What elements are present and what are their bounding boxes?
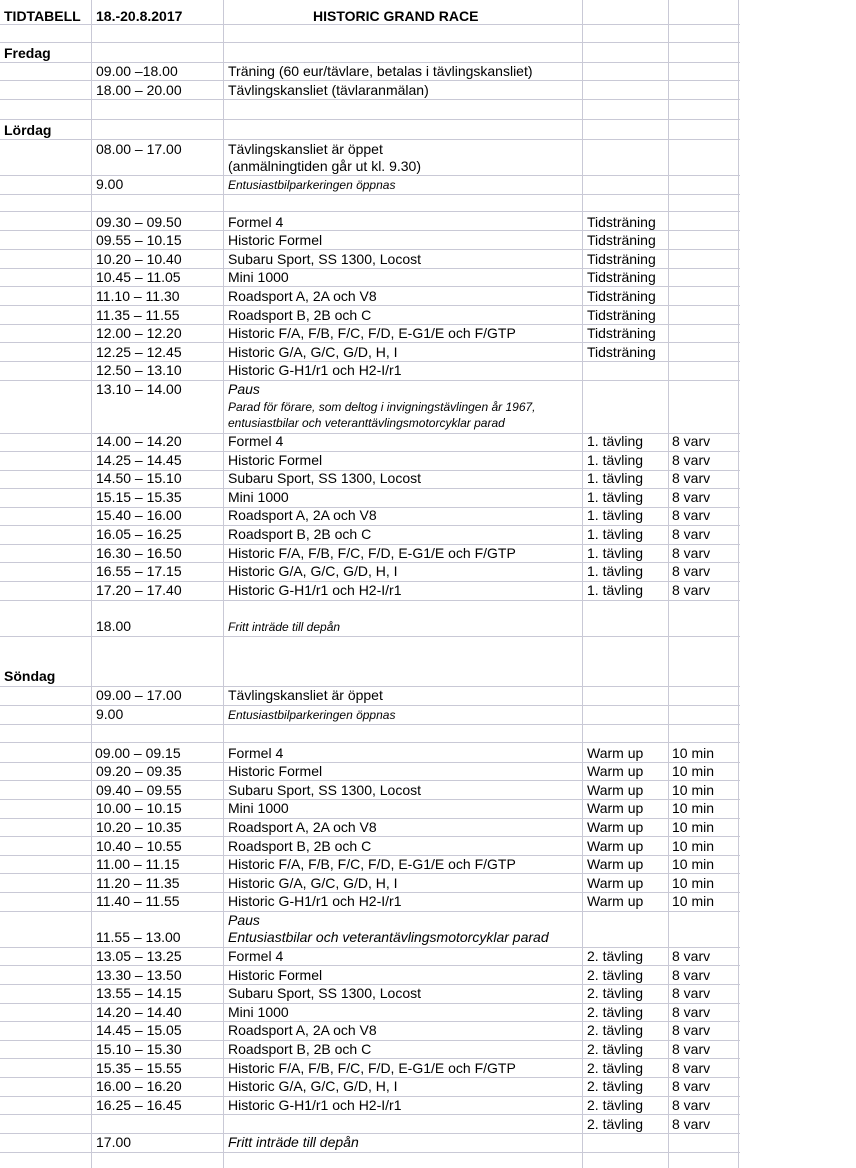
laps-cell: 10 min [672,745,715,761]
event-cell: Tävlingskansliet är öppet [228,141,383,157]
time-cell: 10.40 – 10.55 [96,838,182,854]
session-cell: 2. tävling [587,985,644,1001]
event-cell: Roadsport A, 2A och V8 [228,288,377,304]
event-note: Entusiastbilar och veterantävlingsmotorcyklar parad [228,929,549,945]
laps-cell: 8 varv [672,1004,711,1020]
session-cell: 2. tävling [587,1116,644,1132]
event-cell: Formel 4 [228,433,284,449]
time-cell: 14.50 – 15.10 [96,470,182,486]
event-cell: Historic G-H1/r1 och H2-I/r1 [228,582,402,598]
event-cell: Roadsport A, 2A och V8 [228,819,377,835]
event-cell: Paus [228,912,260,928]
time-cell: 9.00 [96,176,124,192]
time-cell: 16.25 – 16.45 [96,1097,182,1113]
event-cell: Paus [228,381,260,397]
page-title: HISTORIC GRAND RACE [313,8,479,24]
header-dates: 18.-20.8.2017 [96,8,183,24]
laps-cell: 8 varv [672,526,711,542]
session-cell: 2. tävling [587,948,644,964]
time-cell: 11.35 – 11.55 [96,307,180,323]
time-cell: 13.55 – 14.15 [96,985,182,1001]
session-cell: Tidsträning [587,251,656,267]
time-cell: 10.20 – 10.35 [96,819,182,835]
time-cell: 09.55 – 10.15 [96,232,182,248]
session-cell: Tidsträning [587,269,656,285]
time-cell: 13.10 – 14.00 [96,381,182,397]
event-cell: Historic Formel [228,452,323,468]
session-cell: Warm up [587,819,644,835]
event-cell: Subaru Sport, SS 1300, Locost [228,782,422,798]
grid-line [0,742,740,743]
time-cell: 13.30 – 13.50 [96,967,182,983]
laps-cell: 8 varv [672,1078,711,1094]
time-cell: 9.00 [96,706,124,722]
grid-line [0,911,740,912]
event-cell: Entusiastbilparkeringen öppnas [228,178,396,192]
time-cell: 10.45 – 11.05 [96,269,181,285]
session-cell: 2. tävling [587,1078,644,1094]
event-cell: Historic F/A, F/B, F/C, F/D, E-G1/E och F/GTP [228,325,516,341]
session-cell: 2. tävling [587,1060,644,1076]
grid-line [0,1152,740,1153]
laps-cell: 10 min [672,800,715,816]
grid-line [0,119,740,120]
grid-line [0,636,740,637]
time-cell: 15.15 – 15.35 [96,489,182,505]
time-cell: 15.35 – 15.55 [96,1060,182,1076]
time-cell: 18.00 – 20.00 [96,82,182,98]
event-cell: Mini 1000 [228,800,289,816]
time-cell: 17.20 – 17.40 [96,582,182,598]
event-cell: Formel 4 [228,948,284,964]
laps-cell: 10 min [672,782,715,798]
laps-cell: 8 varv [672,545,711,561]
session-cell: 1. tävling [587,526,644,542]
session-cell: 1. tävling [587,489,644,505]
event-cell: Fritt inträde till depån [228,1134,359,1150]
event-cell: Formel 4 [228,745,284,761]
session-cell: 1. tävling [587,470,644,486]
laps-cell: 8 varv [672,433,711,449]
time-cell: 11.55 – 13.00 [96,929,181,945]
session-cell: Tidsträning [587,344,656,360]
event-cell: Historic G-H1/r1 och H2-I/r1 [228,893,402,909]
laps-cell: 8 varv [672,1116,711,1132]
time-cell: 11.20 – 11.35 [96,875,180,891]
event-cell: Historic G/A, G/C, G/D, H, I [228,1078,398,1094]
event-cell: Träning (60 eur/tävlare, betalas i tävlingskansliet) [228,63,533,79]
laps-cell: 8 varv [672,489,711,505]
event-cell: Tävlingskansliet är öppet [228,687,383,703]
day-label: Lördag [4,122,52,138]
time-cell: 15.40 – 16.00 [96,507,182,523]
event-cell: Mini 1000 [228,269,289,285]
event-cell: Subaru Sport, SS 1300, Locost [228,470,422,486]
session-cell: 2. tävling [587,1004,644,1020]
time-cell: 13.05 – 13.25 [96,948,182,964]
grid-line [0,42,740,43]
session-cell: Tidsträning [587,325,656,341]
event-cell: Fritt inträde till depån [228,620,341,634]
time-cell: 16.30 – 16.50 [96,545,182,561]
laps-cell: 8 varv [672,1022,711,1038]
laps-cell: 8 varv [672,470,711,486]
laps-cell: 8 varv [672,582,711,598]
session-cell: 1. tävling [587,433,644,449]
session-cell: Warm up [587,745,644,761]
event-cell: Formel 4 [228,214,284,230]
grid-line [0,724,740,725]
laps-cell: 10 min [672,893,715,909]
session-cell: Warm up [587,782,644,798]
event-cell: Historic F/A, F/B, F/C, F/D, E-G1/E och F/GTP [228,545,516,561]
header-label: TIDTABELL [4,8,81,24]
laps-cell: 10 min [672,856,715,872]
event-cell: Historic G/A, G/C, G/D, H, I [228,563,398,579]
event-cell: Historic G-H1/r1 och H2-I/r1 [228,1097,402,1113]
time-cell: 12.00 – 12.20 [96,325,182,341]
laps-cell: 10 min [672,838,715,854]
time-cell: 14.25 – 14.45 [96,452,182,468]
session-cell: 1. tävling [587,452,644,468]
event-cell: Historic G/A, G/C, G/D, H, I [228,875,398,891]
session-cell: Tidsträning [587,288,656,304]
time-cell: 14.20 – 14.40 [96,1004,182,1020]
event-cell: Historic G-H1/r1 och H2-I/r1 [228,362,402,378]
laps-cell: 10 min [672,819,715,835]
grid-line [0,600,740,601]
time-cell: 09.00 – 17.00 [96,687,182,703]
laps-cell: 10 min [672,875,715,891]
event-cell: Historic G/A, G/C, G/D, H, I [228,344,398,360]
time-cell: 11.10 – 11.30 [96,288,180,304]
session-cell: 2. tävling [587,1041,644,1057]
event-cell: Entusiastbilparkeringen öppnas [228,708,396,722]
event-cell: Historic Formel [228,967,323,983]
event-cell: Subaru Sport, SS 1300, Locost [228,251,422,267]
grid-line [0,194,740,195]
event-cell: Subaru Sport, SS 1300, Locost [228,985,422,1001]
session-cell: 2. tävling [587,1022,644,1038]
session-cell: Warm up [587,800,644,816]
session-cell: Tidsträning [587,232,656,248]
time-cell: 12.50 – 13.10 [96,362,182,378]
laps-cell: 8 varv [672,507,711,523]
time-cell: 09.20 – 09.35 [96,763,182,779]
laps-cell: 8 varv [672,1097,711,1113]
event-cell: Roadsport A, 2A och V8 [228,1022,377,1038]
time-cell: 09.30 – 09.50 [96,214,182,230]
time-cell: 09.00 – 09.15 [95,745,181,761]
laps-cell: 8 varv [672,1060,711,1076]
event-cell: Tävlingskansliet (tävlaranmälan) [228,82,429,98]
event-cell: Historic Formel [228,232,323,248]
session-cell: Tidsträning [587,214,656,230]
event-note: entusiastbilar och veteranttävlingsmotorcyklar parad [228,416,505,430]
session-cell: 2. tävling [587,1097,644,1113]
laps-cell: 8 varv [672,563,711,579]
time-cell: 16.05 – 16.25 [96,526,182,542]
event-cell: Mini 1000 [228,1004,289,1020]
time-cell: 11.40 – 11.55 [96,893,180,909]
time-cell: 09.40 – 09.55 [96,782,182,798]
laps-cell: 8 varv [672,985,711,1001]
session-cell: 1. tävling [587,582,644,598]
laps-cell: 8 varv [672,967,711,983]
session-cell: Warm up [587,838,644,854]
laps-cell: 8 varv [672,452,711,468]
laps-cell: 8 varv [672,948,711,964]
time-cell: 14.45 – 15.05 [96,1022,182,1038]
event-cell: Roadsport B, 2B och C [228,307,372,323]
event-cell: Historic Formel [228,763,323,779]
session-cell: Tidsträning [587,307,656,323]
event-cell: Mini 1000 [228,489,289,505]
laps-cell: 10 min [672,763,715,779]
event-cell: Roadsport B, 2B och C [228,838,372,854]
time-cell: 12.25 – 12.45 [96,344,182,360]
grid-line [0,211,740,212]
session-cell: Warm up [587,856,644,872]
time-cell: 08.00 – 17.00 [96,141,182,157]
time-cell: 09.00 –18.00 [96,63,178,79]
event-cell: Roadsport A, 2A och V8 [228,507,377,523]
time-cell: 16.00 – 16.20 [96,1078,182,1094]
time-cell: 11.00 – 11.15 [96,856,180,872]
time-cell: 16.55 – 17.15 [96,563,182,579]
day-label: Söndag [4,668,56,684]
event-note: Parad för förare, som deltog i invigningstävlingen år 1967, [228,400,536,414]
session-cell: 1. tävling [587,507,644,523]
event-cell: Historic F/A, F/B, F/C, F/D, E-G1/E och F/GTP [228,1060,516,1076]
session-cell: Warm up [587,763,644,779]
grid-line [0,99,740,100]
time-cell: 17.00 [96,1134,132,1150]
time-cell: 14.00 – 14.20 [96,433,182,449]
event-cell: Roadsport B, 2B och C [228,526,372,542]
time-cell: 18.00 [96,618,132,634]
session-cell: 2. tävling [587,967,644,983]
time-cell: 10.20 – 10.40 [96,251,182,267]
day-label: Fredag [4,45,51,61]
session-cell: 1. tävling [587,545,644,561]
time-cell: 15.10 – 15.30 [96,1041,182,1057]
time-cell: 10.00 – 10.15 [96,800,182,816]
session-cell: 1. tävling [587,563,644,579]
laps-cell: 8 varv [672,1041,711,1057]
session-cell: Warm up [587,875,644,891]
event-cell: Roadsport B, 2B och C [228,1041,372,1057]
session-cell: Warm up [587,893,644,909]
event-note: (anmälningtiden går ut kl. 9.30) [228,158,421,174]
event-cell: Historic F/A, F/B, F/C, F/D, E-G1/E och F/GTP [228,856,516,872]
